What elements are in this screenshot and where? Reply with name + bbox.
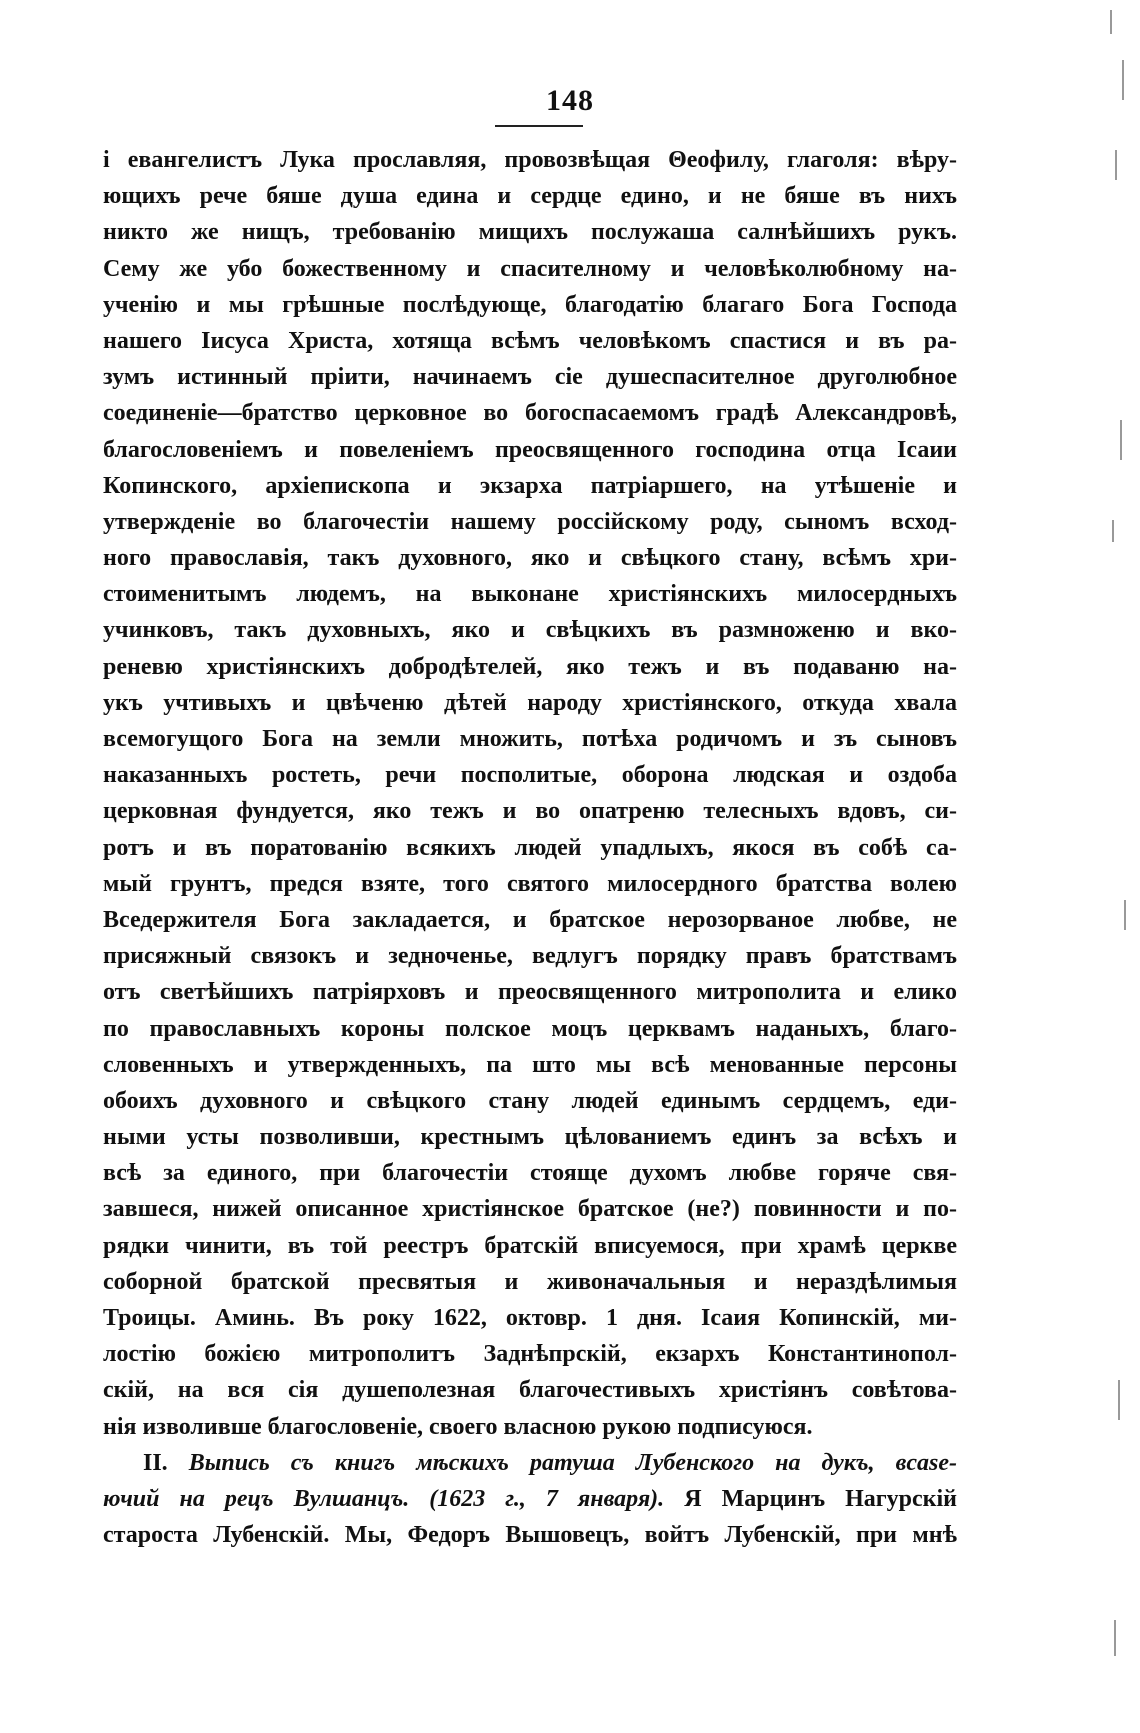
text-line: лостію божією митрополитъ Заднѣпрскій, екзархъ Константинопол-	[103, 1341, 957, 1368]
scan-speck	[1114, 1620, 1116, 1656]
text-line: рядки чинити, въ той реестръ братскій вписуемося, при храмѣ церкве	[103, 1232, 957, 1259]
text-line: наказанныхъ ростеть, речи посполитые, оборона людская и оздоба	[103, 762, 957, 789]
text-line: стоименитымъ людемъ, на выконане христіянскихъ милосердныхъ	[103, 581, 957, 608]
text-line: скій, на вся сія душеполезная благочестивыхъ христіянъ совѣтова-	[103, 1377, 957, 1404]
text-line: всемогущого Бога на земли множить, потѣха родичомъ и зъ сыновъ	[103, 726, 957, 752]
text-line: утвержденіе во благочестіи нашему россійскому роду, сыномъ всход-	[103, 508, 957, 535]
page-number: 148	[546, 84, 594, 117]
section-heading-line	[103, 1445, 957, 1481]
text-fragment: Я Марцинъ Нагурскій	[684, 1485, 957, 1512]
text-line: словенныхъ и утвержденныхъ, па што мы всѣ менованные персоны	[103, 1051, 957, 1078]
scan-speck	[1124, 900, 1126, 930]
text-line: Копинского, архіепископа и экзарха патріаршего, на утѣшеніе и	[103, 472, 957, 499]
text-line: нія изволивше благословеніе, своего власною рукою подписуюся.	[103, 1413, 813, 1440]
text-line: і евангелистъ Лука прославляя, провозвѣщая Θеофилу, глаголя: вѣру-	[103, 147, 957, 173]
section-heading-line	[103, 1481, 957, 1517]
text-line: по православныхъ короны полское моцъ церквамъ наданыхъ, благо-	[103, 1015, 957, 1042]
text-line: ученію и мы грѣшные послѣдующе, благодатію благаго Бога Господа	[103, 291, 957, 318]
text-line: отъ светѣйшихъ патріярховъ и преосвященного митрополита и елико	[103, 979, 957, 1006]
section-title: Выпись съ книгъ мѣскихъ ратуша Лубенского на дукъ, вcase-	[188, 1449, 957, 1476]
scan-speck	[1122, 60, 1124, 100]
text-line: присяжный связокъ и зедноченье, ведлугъ порядку правъ братствамъ	[103, 943, 957, 970]
section-number: II.	[143, 1449, 168, 1476]
text-line: завшеся, нижей описанное христіянское братское (не?) повинности и по-	[103, 1196, 957, 1223]
text-line: укъ учтивыхъ и цвѣченю дѣтей народу христіянского, откуда хвала	[103, 689, 957, 716]
text-line: Троицы. Аминь. Въ року 1622, октовр. 1 дня. Ісаия Копинскій, ми-	[103, 1305, 957, 1331]
text-line: соединеніе—братство церковное во богоспасаемомъ градѣ Александровѣ,	[103, 400, 957, 427]
text-line: учинковъ, такъ духовныхъ, яко и свѣцкихъ въ размноженю и вко-	[103, 617, 957, 644]
text-line: мый грунтъ, предся взяте, того святого милосердного братства волею	[103, 870, 957, 897]
scan-speck	[1118, 1380, 1120, 1420]
scan-speck	[1110, 10, 1112, 34]
body-text	[103, 142, 957, 1553]
text-line: никто же нищъ, требованію мищихъ послужаша салнѣйшихъ рукъ.	[103, 219, 957, 246]
text-line: ротъ и въ поратованію всякихъ людей упадлыхъ, якося въ собѣ са-	[103, 834, 957, 861]
text-line: ющихъ рече бяше душа едина и сердце едино, и не бяше въ нихъ	[103, 183, 957, 210]
scan-margin-artifacts	[1100, 0, 1140, 1733]
text-line: благословеніемъ и повеленіемъ преосвященного господина отца Ісаии	[103, 436, 957, 463]
text-line: Сему же убо божественному и спасителному и человѣколюбному на-	[103, 255, 957, 282]
text-line: зумъ истинный пріити, начинаемъ сіе душеспасителное друголюбное	[103, 364, 957, 391]
text-line: ными усты позволивши, крестнымъ цѣлованиемъ единъ за всѣхъ и	[103, 1124, 957, 1151]
text-line: реневю христіянскихъ добродѣтелей, яко тежъ и въ подаваню на-	[103, 653, 957, 680]
scan-speck	[1120, 420, 1122, 460]
text-line: соборной братской пресвятыя и живоначальныя и нераздѣлимыя	[103, 1268, 957, 1295]
section-title: ючий на рецъ Вулшанцъ. (1623 г., 7 января).	[103, 1485, 665, 1512]
scan-speck	[1112, 520, 1114, 542]
text-line: староста Лубенскій. Мы, Федоръ Вышовецъ, войтъ Лубенскій, при мнѣ	[103, 1522, 957, 1549]
text-line: Вседержителя Бога закладается, и братское нерозорваное любве, не	[103, 906, 957, 933]
text-line: обоихъ духовного и свѣцкого стану людей единымъ сердцемъ, еди-	[103, 1087, 957, 1114]
text-line: ного православія, такъ духовного, яко и свѣцкого стану, всѣмъ хри-	[103, 545, 957, 572]
text-line: церковная фундуется, яко тежъ и во опатреню телесныхъ вдовъ, си-	[103, 798, 957, 825]
text-line: всѣ за единого, при благочестіи стояще духомъ любве горяче свя-	[103, 1160, 957, 1187]
page-number-underline	[495, 125, 583, 127]
text-line: нашего Іисуса Христа, хотяща всѣмъ человѣкомъ спастися и въ ра-	[103, 327, 957, 354]
scan-speck	[1115, 150, 1117, 180]
